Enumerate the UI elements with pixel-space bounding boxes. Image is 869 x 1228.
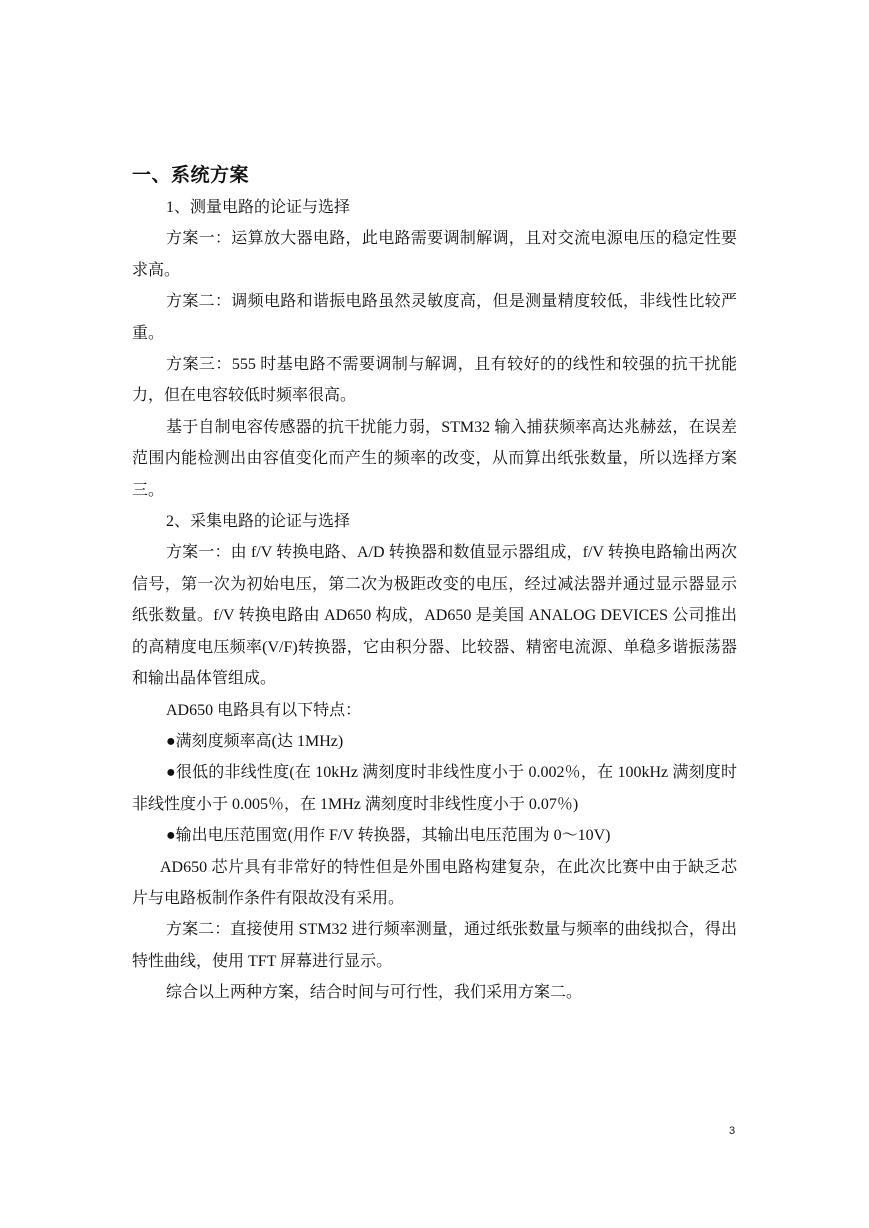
section-title: 一、系统方案 xyxy=(132,164,250,186)
ad650-feature-item: ●很低的非线性度(在 10kHz 满刻度时非线性度小于 0.002％，在 100kHz 满刻度时非线性度小于 0.005％，在 1MHz 满刻度时非线性度小于 0.07％) xyxy=(132,764,737,813)
ad650-feature-item: ●输出电压范围宽(用作 F/V 转换器，其输出电压范围为 0～10V) xyxy=(166,827,611,845)
collect-plan-2: 方案二：直接使用 STM32 进行频率测量，通过纸张数量与频率的曲线拟合，得出特性曲线，使用 TFT 屏幕进行显示。 xyxy=(132,921,737,970)
measure-conclusion: 基于自制电容传感器的抗干扰能力弱，STM32 输入捕获频率高达兆赫兹，在误差范围内能检测出由容值变化而产生的频率的改变，从而算出纸张数量，所以选择方案三。 xyxy=(132,418,737,499)
collect-plan-1: 方案一：由 f/V 转换电路、A/D 转换器和数值显示器组成，f/V 转换电路输出两次信号，第一次为初始电压，第二次为极距改变的电压，经过减法器并通过显示器显示纸张数量。f/V 转换电路由 AD650 构成，AD650 是美国 ANALOG DEVICES 公司推出的高精度电压频率(V/F)转换器，它由积分器、比较器、精密电流源、单稳多谐振荡器和输出晶体管组成。 xyxy=(132,544,737,688)
ad650-features-intro: AD650 电路具有以下特点： xyxy=(166,701,362,719)
measure-circuit-heading: 1、测量电路的论证与选择 xyxy=(166,199,351,216)
page-content xyxy=(132,160,737,1009)
collect-circuit-heading: 2、采集电路的论证与选择 xyxy=(166,513,351,531)
collect-conclusion: 综合以上两种方案，结合时间与可行性，我们采用方案二。 xyxy=(166,984,583,1002)
measure-plan-1: 方案一：运算放大器电路，此电路需要调制解调，且对交流电源电压的稳定性要求高。 xyxy=(132,230,737,279)
page-number: 3 xyxy=(729,1125,736,1137)
ad650-feature-item: ●满刻度频率高(达 1MHz) xyxy=(166,732,344,750)
measure-plan-2: 方案二：调频电路和谐振电路虽然灵敏度高，但是测量精度较低，非线性比较严重。 xyxy=(132,293,737,342)
measure-plan-3: 方案三：555 时基电路不需要调制与解调，且有较好的的线性和较强的抗干扰能力，但在电容较低时频率很高。 xyxy=(132,356,737,405)
ad650-note: AD650 芯片具有非常好的特性但是外围电路构建复杂，在此次比赛中由于缺乏芯片与电路板制作条件有限故没有采用。 xyxy=(132,858,737,907)
